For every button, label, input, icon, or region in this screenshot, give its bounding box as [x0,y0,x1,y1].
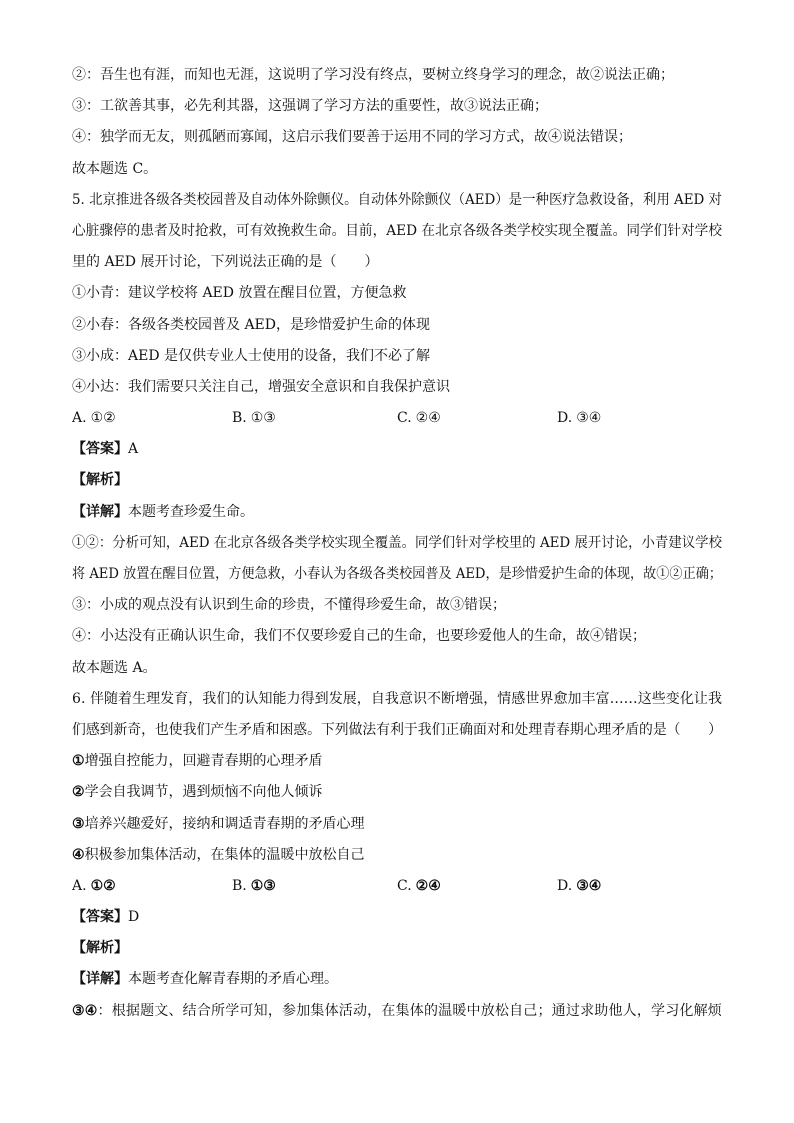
q5-option-b: B. ①③ [232,410,276,427]
answer-value: D [128,909,140,926]
q5-detail-line: 将 AED 放置在醒目位置，方便急救，小春认为各级各类校园普及 AED，是珍惜爱护生命的体现，故①②正确； [72,566,722,582]
q5-analysis-heading: 【解析】 [72,472,128,489]
prev-analysis-line: ③：工欲善其事，必先利其器，这强调了学习方法的重要性，故③说法正确； [72,98,548,115]
page-content [72,60,722,1027]
q5-statement: ③小成：AED 是仅供专业人士使用的设备，我们不必了解 [72,347,431,364]
q6-statement: ④积极参加集体活动，在集体的温暖中放松自己 [72,846,365,863]
q6-options [72,871,722,902]
q6-option-d: D. ③④ [557,877,602,894]
answer-value: A [128,441,139,458]
q5-option-c: C. ②④ [397,410,441,427]
q6-detail-line: ③④：根据题文、结合所学可知，参加集体活动，在集体的温暖中放松自己；通过求助他人，学习化解烦 [72,1002,722,1019]
prev-analysis-line: ④：独学而无友，则孤陋而寡闻，这启示我们要善于运用不同的学习方式，故④说法错误； [72,129,632,146]
q5-stem-line: 里的 AED 展开讨论，下列说法正确的是（ ） [72,254,379,271]
q6-statement: ③培养兴趣爱好，接纳和调适青春期的矛盾心理 [72,815,365,832]
q5-conclusion: 故本题选 A。 [72,659,157,676]
prev-conclusion: 故本题选 C。 [72,160,158,177]
q5-option-a: A. ①② [72,410,116,427]
detail-label: 【详解】 [72,971,128,988]
q6-option-a: A. ①② [72,877,116,894]
answer-label: 【答案】 [72,909,128,926]
q5-detail-intro: 【详解】本题考查珍爱生命。 [72,503,254,520]
q5-options [72,403,722,434]
q5-stem-line: 心脏骤停的患者及时抢救，可有效挽救生命。目前，AED 在北京各级各类学校实现全覆盖。同学们针对学校 [72,222,722,239]
q6-detail-intro: 【详解】本题考查化解青春期的矛盾心理。 [72,971,338,988]
q6-statement: ②学会自我调节，遇到烦恼不向他人倾诉 [72,784,323,801]
q5-statement: ②小春：各级各类校园普及 AED，是珍惜爱护生命的体现 [72,316,431,333]
q5-detail-line: ④：小达没有正确认识生命，我们不仅要珍爱自己的生命，也要珍爱他人的生命，故④错误； [72,628,646,645]
prev-analysis-line: ②：吾生也有涯，而知也无涯，这说明了学习没有终点，要树立终身学习的理念，故②说法正确； [72,67,674,83]
q5-detail-line: ①②：分析可知，AED 在北京各级各类学校实现全覆盖。同学们针对学校里的 AED 展开讨论，小青建议学校 [72,534,722,551]
answer-label: 【答案】 [72,441,128,458]
q6-analysis-heading: 【解析】 [72,940,128,957]
q5-stem-line: 5. 北京推进各级各类校园普及自动体外除颤仪。自动体外除颤仪（AED）是一种医疗急救设备，利用 AED 对 [72,191,722,208]
q6-answer [72,902,722,933]
detail-label: 【详解】 [72,503,128,520]
q5-option-d: D. ③④ [557,410,602,427]
q6-option-b: B. ①③ [232,877,276,894]
q6-option-c: C. ②④ [397,877,441,894]
q5-statement: ①小青：建议学校将 AED 放置在醒目位置，方便急救 [72,285,407,302]
q6-stem-line: 们感到新奇，也使我们产生矛盾和困惑。下列做法有利于我们正确面对和处理青春期心理矛盾的是（ ） [72,721,722,738]
q5-detail-line: ③：小成的观点没有认识到生命的珍贵，不懂得珍爱生命，故③错误； [72,597,506,614]
q5-statement: ④小达：我们需要只关注自己，增强安全意识和自我保护意识 [72,378,450,395]
q6-stem-line: 6. 伴随着生理发育，我们的认知能力得到发展，自我意识不断增强，情感世界愈加丰富……这些变化让我 [72,690,722,707]
q5-answer [72,434,722,465]
q6-statement: ①增强自控能力，回避青春期的心理矛盾 [72,753,323,770]
